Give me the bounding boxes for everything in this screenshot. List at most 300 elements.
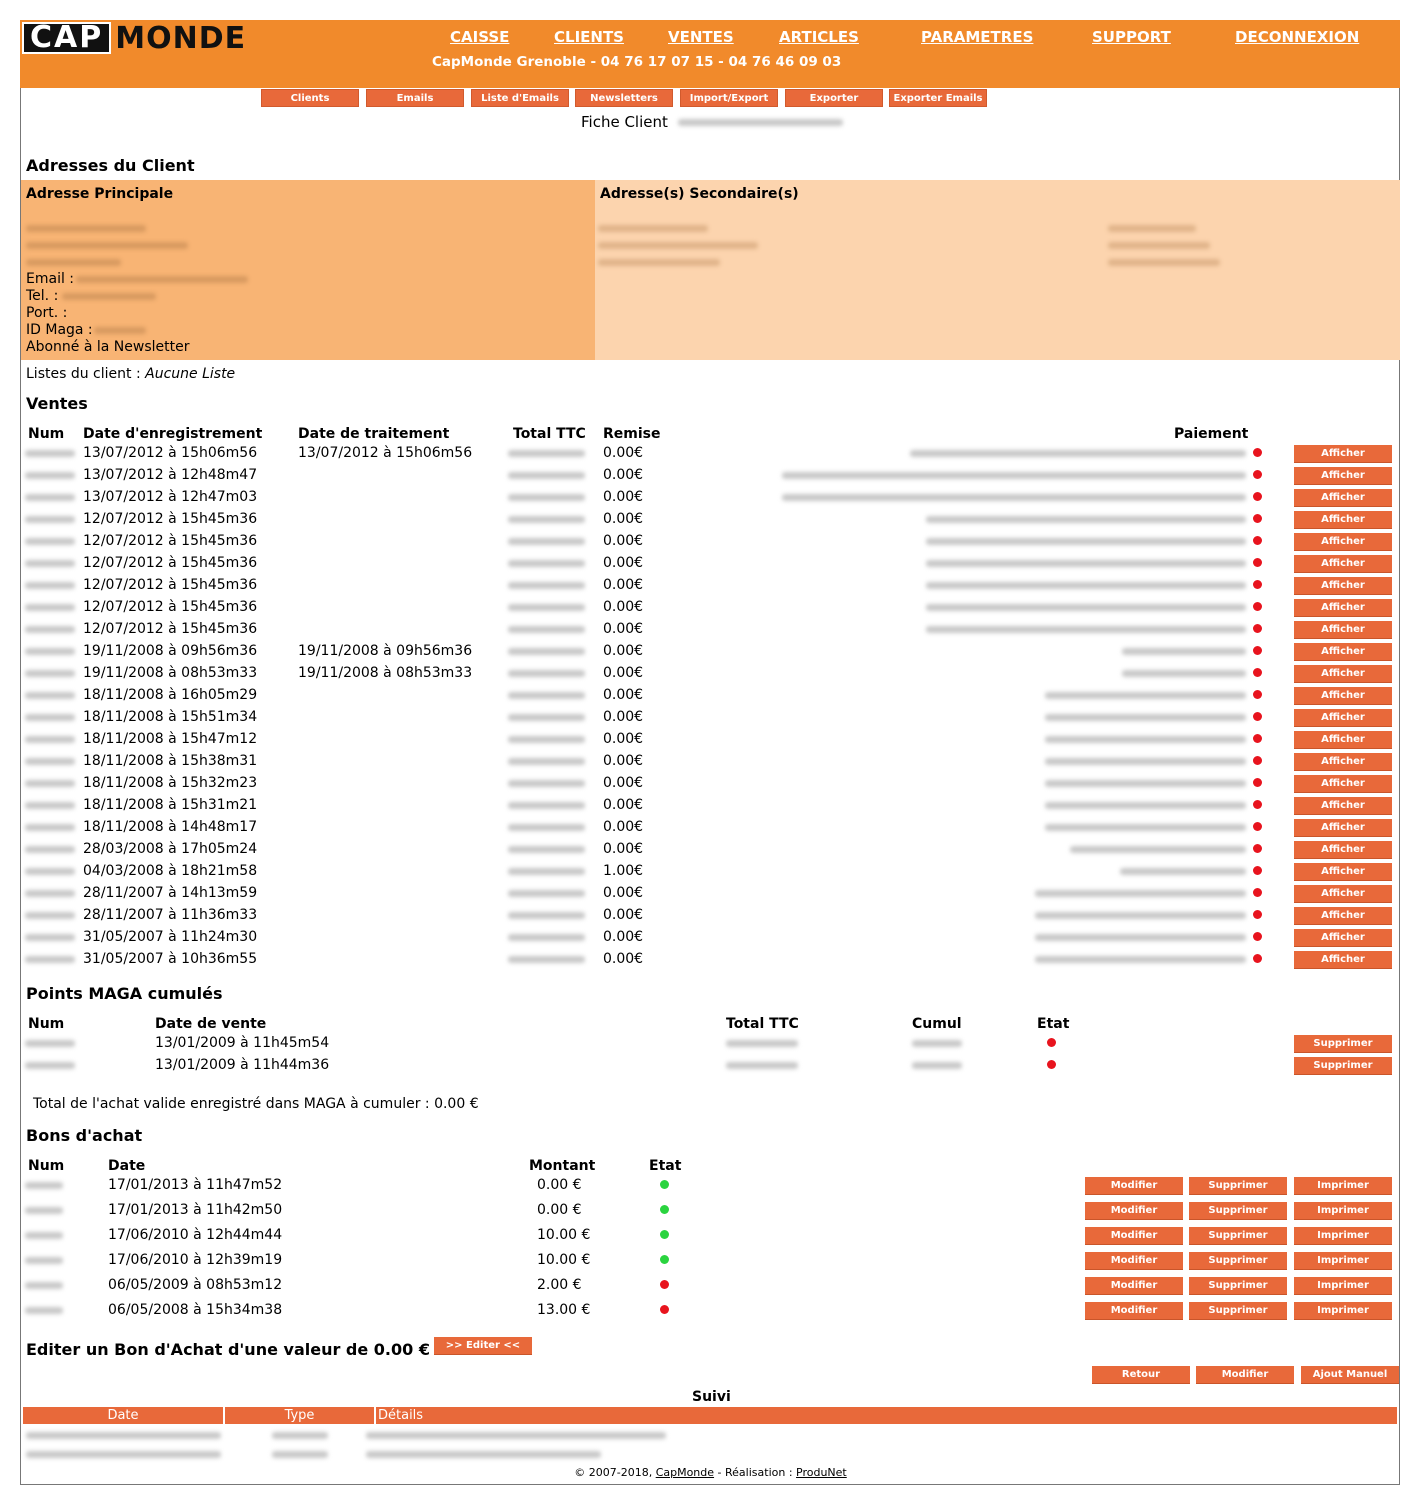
redacted-address-line	[1108, 225, 1196, 232]
redacted-bon-num	[25, 1307, 63, 1314]
redacted-payment	[1122, 670, 1246, 677]
redacted-sale-num	[25, 736, 75, 743]
suivi-header-date: Date	[23, 1407, 223, 1424]
bon-status-dot	[660, 1230, 669, 1239]
afficher-button[interactable]: Afficher	[1294, 775, 1392, 793]
nav-caisse[interactable]: CAISSE	[450, 28, 510, 46]
supprimer-bon-button[interactable]: Supprimer	[1189, 1177, 1287, 1195]
redacted-payment	[1035, 890, 1246, 897]
addresses-title: Adresses du Client	[26, 156, 195, 175]
afficher-button[interactable]: Afficher	[1294, 599, 1392, 617]
redacted-sale-num	[25, 604, 75, 611]
sale-date-reg: 13/07/2012 à 12h47m03	[83, 489, 258, 505]
redacted-payment	[926, 538, 1246, 545]
points-header-etat: Etat	[1037, 1016, 1070, 1032]
redacted-address-line	[598, 259, 720, 266]
sale-remise: 0.00€	[603, 709, 644, 725]
redacted-address-line	[26, 259, 121, 266]
points-header-total: Total TTC	[726, 1016, 799, 1032]
subnav-clients-button[interactable]: Clients	[261, 89, 359, 107]
bon-status-dot	[660, 1305, 669, 1314]
bons-header-num: Num	[28, 1158, 65, 1174]
payment-status-dot	[1253, 536, 1262, 545]
redacted-payment	[1045, 758, 1246, 765]
redacted-sale-total	[508, 670, 585, 677]
redacted-suivi-type	[272, 1432, 328, 1439]
sale-remise: 0.00€	[603, 643, 644, 659]
tel-label: Tel. :	[26, 288, 59, 304]
ajout-manuel-button[interactable]: Ajout Manuel	[1301, 1366, 1399, 1384]
page-title: Fiche Client	[581, 113, 668, 131]
redacted-points-total	[726, 1062, 798, 1069]
afficher-button[interactable]: Afficher	[1294, 797, 1392, 815]
imprimer-bon-button[interactable]: Imprimer	[1294, 1252, 1392, 1270]
main-address-title: Adresse Principale	[26, 186, 174, 202]
afficher-button[interactable]: Afficher	[1294, 555, 1392, 573]
sale-date-reg: 13/07/2012 à 12h48m47	[83, 467, 258, 483]
edit-bon-text: Editer un Bon d'Achat d'une valeur de 0.00 €	[26, 1340, 430, 1359]
bon-date: 06/05/2009 à 08h53m12	[108, 1277, 283, 1293]
afficher-button[interactable]: Afficher	[1294, 885, 1392, 903]
sale-date-reg: 04/03/2008 à 18h21m58	[83, 863, 258, 879]
edit-bon-button[interactable]: >> Editer <<	[434, 1337, 532, 1355]
afficher-button[interactable]: Afficher	[1294, 841, 1392, 859]
redacted-sale-total	[508, 934, 585, 941]
payment-status-dot	[1253, 646, 1262, 655]
imprimer-bon-button[interactable]: Imprimer	[1294, 1302, 1392, 1320]
bon-status-dot	[660, 1280, 669, 1289]
sale-remise: 0.00€	[603, 885, 644, 901]
points-title: Points MAGA cumulés	[26, 984, 223, 1003]
payment-status-dot	[1253, 822, 1262, 831]
sale-date-reg: 28/11/2007 à 11h36m33	[83, 907, 258, 923]
sale-date-reg: 13/07/2012 à 15h06m56	[83, 445, 258, 461]
sale-date-reg: 28/11/2007 à 14h13m59	[83, 885, 258, 901]
footer	[0, 1466, 1421, 1479]
redacted-points-num	[25, 1062, 75, 1069]
redacted-sale-num	[25, 780, 75, 787]
sale-date-trait: 19/11/2008 à 09h56m36	[298, 643, 473, 659]
sale-remise: 1.00€	[603, 863, 644, 879]
points-header-cumul: Cumul	[912, 1016, 962, 1032]
logo-cap: CAP	[22, 22, 111, 54]
ventes-header-remise: Remise	[603, 426, 661, 442]
redacted-sale-num	[25, 912, 75, 919]
points-total-text: Total de l'achat valide enregistré dans MAGA à cumuler : 0.00 €	[33, 1096, 479, 1112]
afficher-button[interactable]: Afficher	[1294, 731, 1392, 749]
supprimer-bon-button[interactable]: Supprimer	[1189, 1277, 1287, 1295]
redacted-sale-total	[508, 890, 585, 897]
sale-remise: 0.00€	[603, 489, 644, 505]
sale-remise: 0.00€	[603, 731, 644, 747]
bon-date: 17/06/2010 à 12h44m44	[108, 1227, 283, 1243]
client-lists-value: Aucune Liste	[145, 366, 236, 382]
sale-date-reg: 18/11/2008 à 15h32m23	[83, 775, 258, 791]
client-lists-label: Listes du client :	[26, 366, 141, 382]
nav-support[interactable]: SUPPORT	[1092, 28, 1171, 46]
secondary-address-panel	[595, 180, 1400, 360]
sale-remise: 0.00€	[603, 555, 644, 571]
points-status-dot	[1047, 1060, 1056, 1069]
sale-date-reg: 12/07/2012 à 15h45m36	[83, 511, 258, 527]
afficher-button[interactable]: Afficher	[1294, 533, 1392, 551]
redacted-payment	[926, 582, 1246, 589]
afficher-button[interactable]: Afficher	[1294, 467, 1392, 485]
supprimer-points-button[interactable]: Supprimer	[1294, 1057, 1392, 1075]
redacted-sale-num	[25, 824, 75, 831]
redacted-sale-num	[25, 670, 75, 677]
bon-date: 17/01/2013 à 11h42m50	[108, 1202, 283, 1218]
redacted-address-line	[1108, 242, 1210, 249]
port-label: Port. :	[26, 305, 68, 321]
redacted-sale-total	[508, 846, 585, 853]
redacted-sale-total	[508, 714, 585, 721]
subnav-import-export-button[interactable]: Import/Export	[680, 89, 778, 107]
sale-date-trait: 19/11/2008 à 08h53m33	[298, 665, 473, 681]
redacted-sale-total	[508, 868, 585, 875]
sale-remise: 0.00€	[603, 577, 644, 593]
imprimer-bon-button[interactable]: Imprimer	[1294, 1277, 1392, 1295]
redacted-sale-total	[508, 648, 585, 655]
payment-status-dot	[1253, 602, 1262, 611]
redacted-sale-total	[508, 516, 585, 523]
redacted-payment	[1070, 846, 1246, 853]
bons-header-etat: Etat	[649, 1158, 682, 1174]
redacted-sale-total	[508, 626, 585, 633]
afficher-button[interactable]: Afficher	[1294, 709, 1392, 727]
afficher-button[interactable]: Afficher	[1294, 489, 1392, 507]
afficher-button[interactable]: Afficher	[1294, 621, 1392, 639]
sale-remise: 0.00€	[603, 665, 644, 681]
afficher-button[interactable]: Afficher	[1294, 445, 1392, 463]
redacted-address-line	[598, 225, 708, 232]
supprimer-bon-button[interactable]: Supprimer	[1189, 1252, 1287, 1270]
bon-montant: 0.00 €	[537, 1177, 582, 1193]
redacted-sale-num	[25, 890, 75, 897]
redacted-sale-total	[508, 736, 585, 743]
subnav-export-emails-button[interactable]: Exporter Emails	[889, 89, 987, 107]
nav-ventes[interactable]: VENTES	[668, 28, 734, 46]
redacted-payment	[926, 516, 1246, 523]
redacted-suivi-details	[366, 1432, 666, 1439]
subnav-emails-button[interactable]: Emails	[366, 89, 464, 107]
logo-monde: MONDE	[115, 20, 247, 56]
afficher-button[interactable]: Afficher	[1294, 687, 1392, 705]
redacted-payment	[782, 472, 1246, 479]
redacted-payment	[1045, 736, 1246, 743]
redacted-payment	[910, 450, 1246, 457]
redacted-sale-num	[25, 582, 75, 589]
sale-date-trait: 13/07/2012 à 15h06m56	[298, 445, 473, 461]
payment-status-dot	[1253, 668, 1262, 677]
bon-status-dot	[660, 1205, 669, 1214]
redacted-client-name	[678, 119, 843, 126]
payment-status-dot	[1253, 734, 1262, 743]
sale-remise: 0.00€	[603, 819, 644, 835]
sale-remise: 0.00€	[603, 951, 644, 967]
payment-status-dot	[1253, 514, 1262, 523]
sale-remise: 0.00€	[603, 467, 644, 483]
sale-date-reg: 12/07/2012 à 15h45m36	[83, 621, 258, 637]
redacted-sale-num	[25, 692, 75, 699]
bon-montant: 0.00 €	[537, 1202, 582, 1218]
payment-status-dot	[1253, 778, 1262, 787]
sale-remise: 0.00€	[603, 775, 644, 791]
bon-date: 06/05/2008 à 15h34m38	[108, 1302, 283, 1318]
payment-status-dot	[1253, 954, 1262, 963]
payment-status-dot	[1253, 712, 1262, 721]
redacted-address-line	[1108, 259, 1220, 266]
redacted-payment	[1035, 912, 1246, 919]
suivi-header-details: Détails	[376, 1407, 1397, 1424]
sale-date-reg: 18/11/2008 à 15h51m34	[83, 709, 258, 725]
nav-parametres[interactable]: PARAMETRES	[921, 28, 1034, 46]
redacted-address-line	[26, 225, 146, 232]
afficher-button[interactable]: Afficher	[1294, 753, 1392, 771]
redacted-sale-num	[25, 802, 75, 809]
sale-remise: 0.00€	[603, 445, 644, 461]
afficher-button[interactable]: Afficher	[1294, 511, 1392, 529]
redacted-payment	[926, 560, 1246, 567]
sale-date-reg: 12/07/2012 à 15h45m36	[83, 533, 258, 549]
bon-montant: 13.00 €	[537, 1302, 591, 1318]
capmonde-logo[interactable]	[22, 20, 247, 56]
supprimer-bon-button[interactable]: Supprimer	[1189, 1227, 1287, 1245]
supprimer-points-button[interactable]: Supprimer	[1294, 1035, 1392, 1053]
afficher-button[interactable]: Afficher	[1294, 665, 1392, 683]
redacted-sale-total	[508, 824, 585, 831]
redacted-sale-num	[25, 538, 75, 545]
points-header-num: Num	[28, 1016, 65, 1032]
redacted-suivi-type	[272, 1451, 328, 1458]
ventes-title: Ventes	[26, 394, 88, 413]
redacted-payment	[782, 494, 1246, 501]
sale-date-reg: 18/11/2008 à 15h31m21	[83, 797, 258, 813]
redacted-address-line	[598, 242, 758, 249]
afficher-button[interactable]: Afficher	[1294, 643, 1392, 661]
sale-remise: 0.00€	[603, 687, 644, 703]
ventes-header-date-reg: Date d'enregistrement	[83, 426, 263, 442]
sale-date-reg: 31/05/2007 à 10h36m55	[83, 951, 258, 967]
redacted-sale-total	[508, 912, 585, 919]
redacted-payment	[1120, 868, 1246, 875]
redacted-sale-num	[25, 494, 75, 501]
redacted-payment	[926, 626, 1246, 633]
redacted-address-line	[26, 242, 188, 249]
sale-date-reg: 19/11/2008 à 08h53m33	[83, 665, 258, 681]
redacted-sale-num	[25, 934, 75, 941]
subnav-export-button[interactable]: Exporter	[785, 89, 883, 107]
ventes-header-date-trait: Date de traitement	[298, 426, 450, 442]
bon-status-dot	[660, 1180, 669, 1189]
redacted-bon-num	[25, 1207, 63, 1214]
secondary-address-title: Adresse(s) Secondaire(s)	[600, 186, 799, 202]
payment-status-dot	[1253, 470, 1262, 479]
sale-remise: 0.00€	[603, 753, 644, 769]
redacted-tel	[62, 293, 156, 300]
redacted-sale-total	[508, 494, 585, 501]
redacted-sale-total	[508, 956, 585, 963]
nav-articles[interactable]: ARTICLES	[779, 28, 859, 46]
sale-date-reg: 12/07/2012 à 15h45m36	[83, 577, 258, 593]
retour-button[interactable]: Retour	[1092, 1366, 1190, 1384]
redacted-sale-total	[508, 692, 585, 699]
sale-remise: 0.00€	[603, 599, 644, 615]
sale-remise: 0.00€	[603, 907, 644, 923]
modifier-bon-button[interactable]: Modifier	[1085, 1277, 1183, 1295]
top-header	[20, 20, 1400, 88]
redacted-suivi-details	[366, 1451, 601, 1458]
sale-date-reg: 18/11/2008 à 15h47m12	[83, 731, 258, 747]
points-date: 13/01/2009 à 11h45m54	[155, 1035, 330, 1051]
redacted-points-cumul	[912, 1040, 962, 1047]
points-status-dot	[1047, 1038, 1056, 1047]
modifier-bon-button[interactable]: Modifier	[1085, 1252, 1183, 1270]
sale-remise: 0.00€	[603, 511, 644, 527]
redacted-suivi-date	[26, 1432, 221, 1439]
modifier-bon-button[interactable]: Modifier	[1085, 1227, 1183, 1245]
footer-produnet-link[interactable]: ProduNet	[796, 1466, 847, 1479]
redacted-suivi-date	[26, 1451, 221, 1458]
bons-header-date: Date	[108, 1158, 146, 1174]
idmaga-label: ID Maga :	[26, 322, 93, 338]
redacted-payment	[1045, 714, 1246, 721]
afficher-button[interactable]: Afficher	[1294, 929, 1392, 947]
ventes-header-paiement: Paiement	[1174, 426, 1249, 442]
payment-status-dot	[1253, 756, 1262, 765]
payment-status-dot	[1253, 492, 1262, 501]
sale-date-reg: 18/11/2008 à 14h48m17	[83, 819, 258, 835]
redacted-sale-num	[25, 516, 75, 523]
imprimer-bon-button[interactable]: Imprimer	[1294, 1177, 1392, 1195]
sale-date-reg: 12/07/2012 à 15h45m36	[83, 555, 258, 571]
bon-montant: 10.00 €	[537, 1252, 591, 1268]
redacted-payment	[1035, 956, 1246, 963]
redacted-points-cumul	[912, 1062, 962, 1069]
redacted-sale-num	[25, 846, 75, 853]
redacted-sale-num	[25, 648, 75, 655]
redacted-sale-total	[508, 604, 585, 611]
sale-date-reg: 18/11/2008 à 15h38m31	[83, 753, 258, 769]
footer-capmonde-link[interactable]: CapMonde	[655, 1466, 715, 1479]
redacted-email	[76, 276, 248, 283]
ventes-header-num: Num	[28, 426, 65, 442]
payment-status-dot	[1253, 800, 1262, 809]
sale-date-reg: 12/07/2012 à 15h45m36	[83, 599, 258, 615]
redacted-sale-total	[508, 780, 585, 787]
points-date: 13/01/2009 à 11h44m36	[155, 1057, 330, 1073]
ventes-header-total: Total TTC	[513, 426, 586, 442]
footer-realisation: - Réalisation :	[717, 1466, 793, 1479]
payment-status-dot	[1253, 844, 1262, 853]
payment-status-dot	[1253, 580, 1262, 589]
sale-date-reg: 31/05/2007 à 11h24m30	[83, 929, 258, 945]
payment-status-dot	[1253, 448, 1262, 457]
email-label: Email :	[26, 271, 75, 287]
redacted-sale-num	[25, 868, 75, 875]
suivi-title: Suivi	[692, 1389, 731, 1405]
bon-date: 17/06/2010 à 12h39m19	[108, 1252, 283, 1268]
afficher-button[interactable]: Afficher	[1294, 577, 1392, 595]
redacted-bon-num	[25, 1232, 63, 1239]
sale-remise: 0.00€	[603, 929, 644, 945]
redacted-idmaga	[94, 327, 146, 334]
modifier-bon-button[interactable]: Modifier	[1085, 1202, 1183, 1220]
redacted-sale-num	[25, 956, 75, 963]
sale-remise: 0.00€	[603, 797, 644, 813]
modifier-client-button[interactable]: Modifier	[1196, 1366, 1294, 1384]
payment-status-dot	[1253, 624, 1262, 633]
payment-status-dot	[1253, 690, 1262, 699]
payment-status-dot	[1253, 932, 1262, 941]
nav-clients[interactable]: CLIENTS	[554, 28, 624, 46]
bon-date: 17/01/2013 à 11h47m52	[108, 1177, 283, 1193]
afficher-button[interactable]: Afficher	[1294, 907, 1392, 925]
redacted-sale-total	[508, 582, 585, 589]
redacted-sale-num	[25, 450, 75, 457]
redacted-sale-total	[508, 560, 585, 567]
suivi-header-type: Type	[225, 1407, 374, 1424]
sale-date-reg: 18/11/2008 à 16h05m29	[83, 687, 258, 703]
redacted-sale-num	[25, 714, 75, 721]
subnav-newsletters-button[interactable]: Newsletters	[575, 89, 673, 107]
newsletter-status: Abonné à la Newsletter	[26, 339, 190, 355]
redacted-sale-num	[25, 758, 75, 765]
redacted-payment	[1045, 692, 1246, 699]
sale-remise: 0.00€	[603, 841, 644, 857]
client-lists	[26, 366, 235, 382]
imprimer-bon-button[interactable]: Imprimer	[1294, 1202, 1392, 1220]
bon-montant: 2.00 €	[537, 1277, 582, 1293]
footer-copyright: © 2007-2018,	[574, 1466, 653, 1479]
bon-status-dot	[660, 1255, 669, 1264]
supprimer-bon-button[interactable]: Supprimer	[1189, 1302, 1287, 1320]
modifier-bon-button[interactable]: Modifier	[1085, 1177, 1183, 1195]
sale-date-reg: 28/03/2008 à 17h05m24	[83, 841, 258, 857]
bons-header-montant: Montant	[529, 1158, 596, 1174]
redacted-points-num	[25, 1040, 75, 1047]
payment-status-dot	[1253, 888, 1262, 897]
afficher-button[interactable]: Afficher	[1294, 863, 1392, 881]
modifier-bon-button[interactable]: Modifier	[1085, 1302, 1183, 1320]
subnav-email-list-button[interactable]: Liste d'Emails	[471, 89, 569, 107]
afficher-button[interactable]: Afficher	[1294, 951, 1392, 969]
redacted-sale-total	[508, 472, 585, 479]
redacted-sale-num	[25, 626, 75, 633]
sale-remise: 0.00€	[603, 533, 644, 549]
sale-remise: 0.00€	[603, 621, 644, 637]
payment-status-dot	[1253, 866, 1262, 875]
redacted-bon-num	[25, 1282, 63, 1289]
bon-montant: 10.00 €	[537, 1227, 591, 1243]
redacted-sale-num	[25, 472, 75, 479]
payment-status-dot	[1253, 558, 1262, 567]
nav-deconnexion[interactable]: DECONNEXION	[1235, 28, 1360, 46]
redacted-sale-total	[508, 538, 585, 545]
redacted-payment	[1045, 780, 1246, 787]
redacted-payment	[926, 604, 1246, 611]
sale-date-reg: 19/11/2008 à 09h56m36	[83, 643, 258, 659]
redacted-points-total	[726, 1040, 798, 1047]
shop-info: CapMonde Grenoble - 04 76 17 07 15 - 04 76 46 09 03	[432, 54, 842, 70]
afficher-button[interactable]: Afficher	[1294, 819, 1392, 837]
redacted-payment	[1045, 824, 1246, 831]
imprimer-bon-button[interactable]: Imprimer	[1294, 1227, 1392, 1245]
redacted-payment	[1035, 934, 1246, 941]
supprimer-bon-button[interactable]: Supprimer	[1189, 1202, 1287, 1220]
redacted-sale-num	[25, 560, 75, 567]
payment-status-dot	[1253, 910, 1262, 919]
